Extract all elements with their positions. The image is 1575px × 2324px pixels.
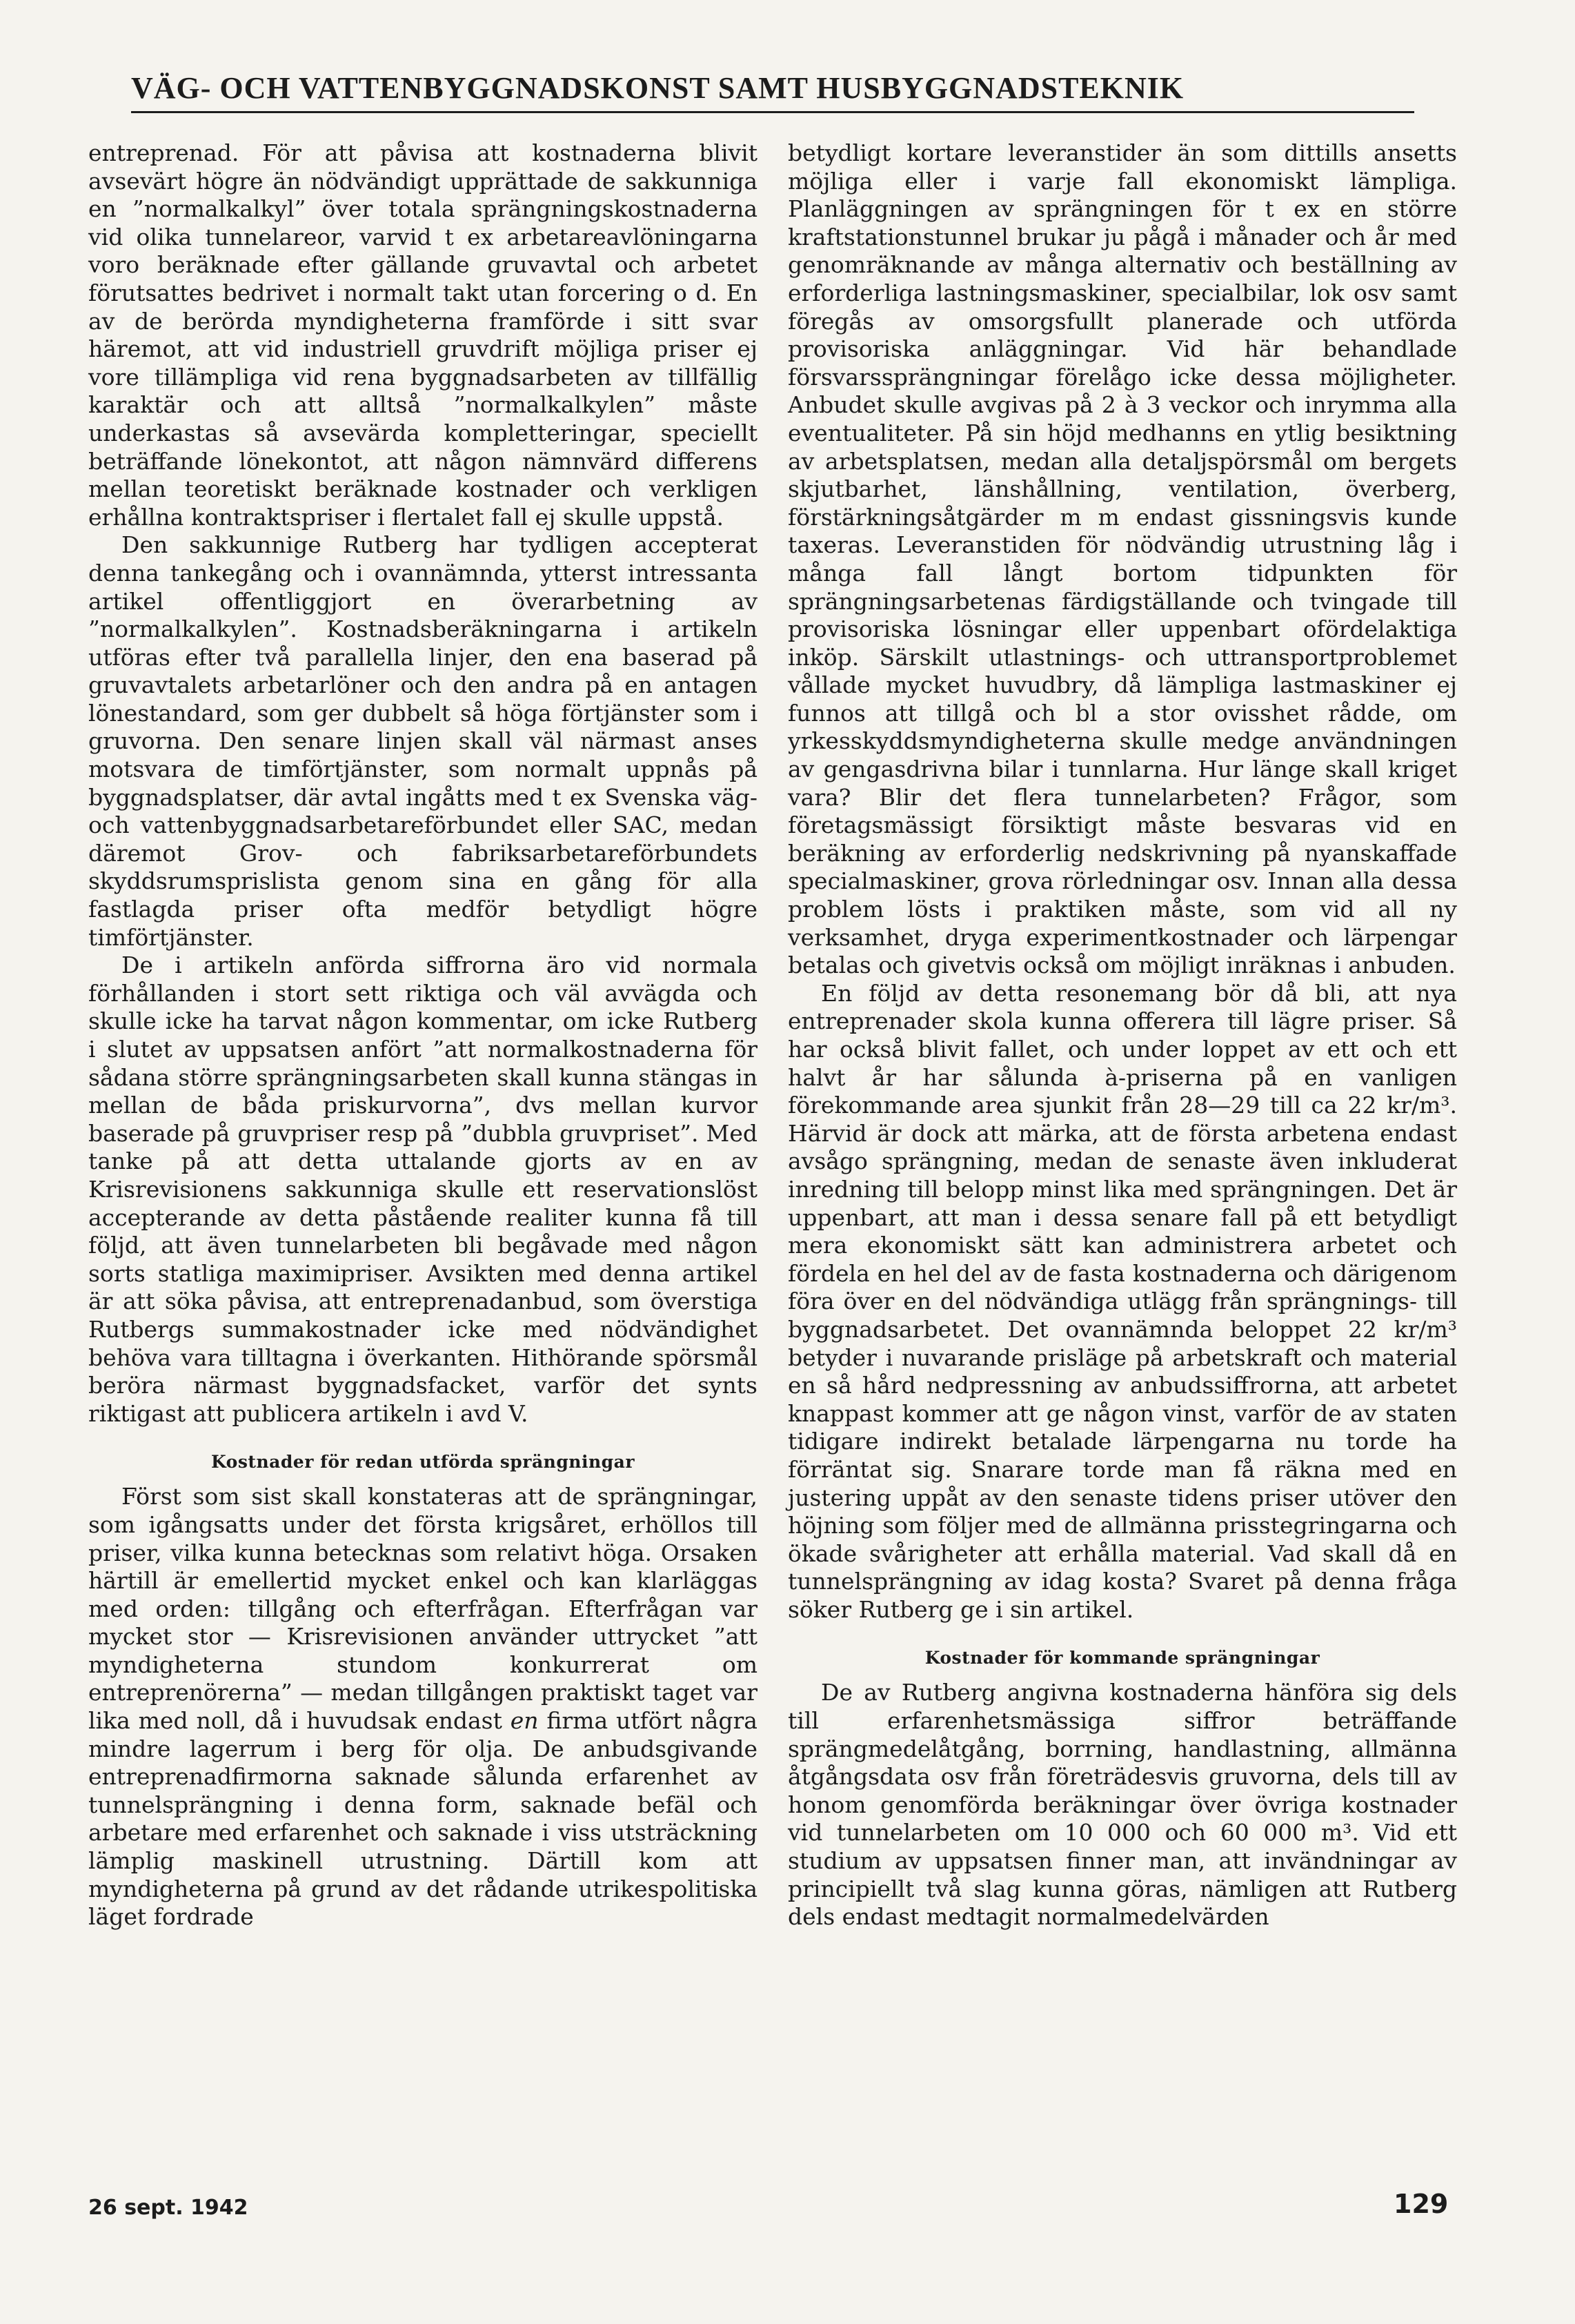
paragraph: betydligt kortare leveranstider än som dittills ansetts möjliga eller i varje fall ekonomiskt lämpliga. Planläggningen av sprängningen för t ex en större kraftstationstunnel brukar ju pågå i månader och år med genomräknande av många alternativ och beställning av erforderliga lastningsmaskiner, specialbilar, lok osv samt föregås av omsorgsfullt planerade och utförda provisoriska anläggningar. Vid här behandlade försvarssprängningar förelågo icke dessa möjligheter. Anbudet skulle avgivas på 2 à 3 veckor och inrymma alla eventualiteter. På sin höjd medhanns en ytlig besiktning av arbetsplatsen, medan alla detaljspörsmål om bergets skjutbarhet, länshållning, ventilation, överberg, förstärkningsåtgärder m m endast gissningsvis kunde taxeras. Leveranstiden för nödvändig utrustning låg i många fall långt bortom tidpunkten för sprängningsarbetenas färdigställande och tvingade till provisoriska lösningar eller uppenbart ofördelaktiga inköp. Särskilt utlastnings- och uttransportproblemet vållade mycket huvudbry, då lämpliga lastmaskiner ej funnos att tillgå och bl a stor ovisshet rådde, om yrkesskyddsmyndigheterna skulle medge användningen av gengasdrivna bilar i tunnlarna. Hur länge skall kriget vara? Blir det flera tunnelarbeten? Frågor, som företagsmässigt försiktigt måste besvaras vid en beräkning av erforderlig nedskrivning på nyanskaffade specialmaskiner, grova rörledningar osv. Innan alla dessa problem lösts i praktiken måste, som vid all ny verksamhet, dryga experimentkostnader och lärpengar betalas och givetvis också om möjligt inräknas i anbuden. [788,139,1457,979]
right-column [788,139,1457,1931]
left-column [88,139,757,1931]
paragraph: entreprenad. För att påvisa att kostnaderna blivit avsevärt högre än nödvändigt upprättade de sakkunniga en ”normalkalkyl” över totala sprängningskostnaderna vid olika tunnelareor, varvid t ex arbetareavlöningarna voro beräknade efter gällande gruvavtal och arbetet förutsattes bedrivet i normalt takt utan forcering o d. En av de berörda myndigheterna framförde i sitt svar häremot, att vid industriell gruvdrift möjliga priser ej vore tillämpliga vid rena byggnadsarbeten av tillfällig karaktär och att alltså ”normalkalkylen” måste underkastas så avsevärda kompletteringar, speciellt beträffande lönekontot, att någon nämnvärd differens mellan teoretiskt beräknade kostnader och verkligen erhållna kontraktspriser i flertalet fall ej skulle uppstå. [88,139,757,531]
emphasis: en [510,1707,539,1735]
running-header: VÄG- OCH VATTENBYGGNADSKONST SAMT HUSBYGGNADSTEKNIK [131,70,1414,113]
paragraph-text: Först som sist skall konstateras att de sprängningar, som igångsatts under det första krigsåret, erhöllos till priser, vilka kunna betecknas som relativt höga. Orsaken härtill är emellertid mycket enkel och kan klarläggas med orden: tillgång och efterfrågan. Efterfrågan var mycket stor — Krisrevisionen använder uttrycket ”att myndigheterna stundom konkurrerat om entreprenörerna” — medan tillgången praktiskt taget var lika med noll, då i huvudsak endast [88,1483,757,1735]
issue-date: 26 sept. 1942 [88,2196,248,2220]
paragraph: Den sakkunnige Rutberg har tydligen accepterat denna tankegång och i ovannämnda, ytterst intressanta artikel offentliggjort en överarbetning av ”normalkalkylen”. Kostnadsberäkningarna i artikeln utföras efter två parallella linjer, den ena baserad på gruvavtalets arbetarlöner och den andra på en antagen lönestandard, som ger dubbelt så höga förtjänster som i gruvorna. Den senare linjen skall väl närmast anses motsvara de timförtjänster, som normalt uppnås på byggnadsplatser, där avtal ingåtts med t ex Svenska väg- och vattenbyggnadsarbetareförbundet eller SAC, medan däremot Grov- och fabriksarbetareförbundets skyddsrumsprislista genom sina en gång för alla fastlagda priser ofta medför betydligt högre timförtjänster. [88,531,757,951]
paragraph: De i artikeln anförda siffrorna äro vid normala förhållanden i stort sett riktiga och väl avvägda och skulle icke ha tarvat någon kommentar, om icke Rutberg i slutet av uppsatsen anfört ”att normalkostnaderna för sådana större sprängningsarbeten skall kunna stängas in mellan de båda priskurvorna”, dvs mellan kurvor baserade på gruvpriser resp på ”dubbla gruvpriset”. Med tanke på att detta uttalande gjorts av en av Krisrevisionens sakkunniga skulle ett reservationslöst accepterande av detta påstående realiter kunna få till följd, att även tunnelarbeten bli begåvade med någon sorts statliga maximipriser. Avsikten med denna artikel är att söka påvisa, att entreprenadanbud, som överstiga Rutbergs summakostnader icke med nödvändighet behöva vara tilltagna i överkanten. Hithörande spörsmål beröra närmast byggnadsfacket, varför det synts riktigast att publicera artikeln i avd V. [88,952,757,1427]
paragraph: De av Rutberg angivna kostnaderna hänföra sig dels till erfarenhetsmässiga siffror beträffande sprängmedelåtgång, borrning, handlastning, allmänna åtgångsdata osv från företrädesvis gruvorna, dels till av honom genomförda beräkningar över övriga kostnader vid tunnelarbeten om 10 000 och 60 000 m³. Vid ett studium av uppsatsen finner man, att invändningar av principiellt två slag kunna göras, nämligen att Rutberg dels endast medtagit normalmedelvärden [788,1679,1457,1931]
section-heading: Kostnader för kommande sprängningar [924,1648,1320,1668]
paragraph: En följd av detta resonemang bör då bli, att nya entreprenader skola kunna offerera till lägre priser. Så har också blivit fallet, och under loppet av ett och ett halvt år har sålunda à-priserna på en vanligen förekommande area sjunkit från 28—29 till ca 22 kr/m³. Härvid är dock att märka, att de första arbetena endast avsågo sprängning, medan de senaste även inkluderat inredning till belopp minst lika med sprängningen. Det är uppenbart, att man i dessa senare fall på ett betydligt mera ekonomiskt sätt kan administrera arbetet och fördela en hel del av de fasta kostnaderna och därigenom föra över en del nödvändiga utlägg från sprängnings- till byggnadsarbetet. Det ovannämnda beloppet 22 kr/m³ betyder i nuvarande prisläge på arbetskraft och material en så hård nedpressning av anbudssiffrorna, att arbetet knappast kommer att ge någon vinst, varför de av staten tidigare indirekt betalade lärpengarna nu torde ha förräntat sig. Snarare torde man få räkna med en justering uppåt av den senaste tidens priser utöver den höjning som följer med de allmänna prisstegringarna och ökade svårigheter att erhålla material. Vad skall då en tunnelsprängning av idag kosta? Svaret på denna fråga söker Rutberg ge i sin artikel. [788,979,1457,1623]
paragraph [88,1483,757,1931]
page-number: 129 [1394,2189,1449,2219]
paragraph-text: firma utfört några mindre lagerrum i berg för olja. De anbudsgivande entreprenadfirmorna saknade sålunda erfarenhet av tunnelsprängning i denna form, saknade befäl och arbetare med erfarenhet och saknade i viss utsträckning lämplig maskinell utrustning. Därtill kom att myndigheterna på grund av det rådande utrikespolitiska läget fordrade [88,1707,757,1931]
section-heading: Kostnader för redan utförda sprängningar [210,1452,635,1473]
